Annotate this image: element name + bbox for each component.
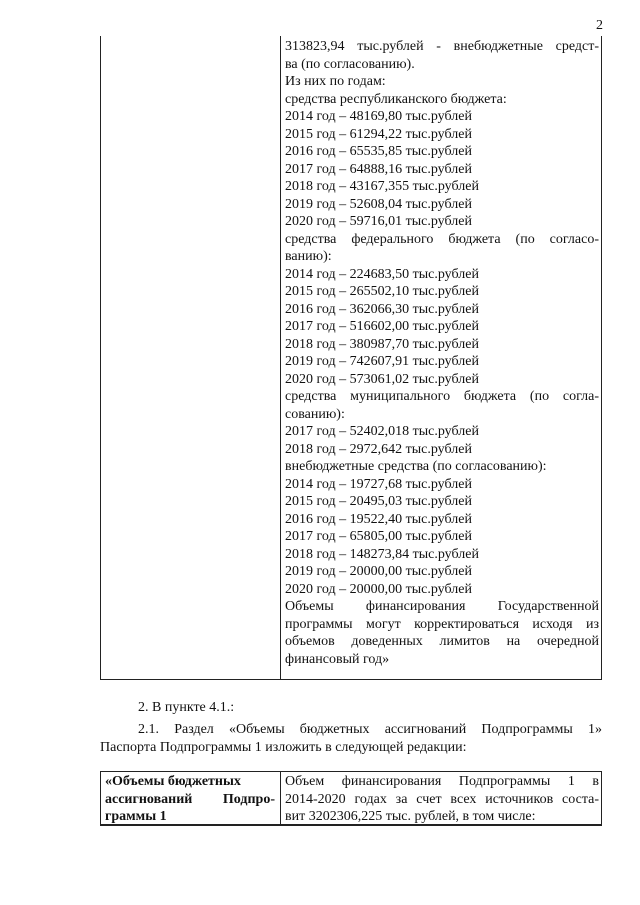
table-column-divider: [280, 36, 281, 679]
table-text-line: 2014 год – 19727,68 тыс.рублей: [285, 476, 472, 492]
page-number: 2: [596, 18, 603, 33]
header-text-line: ассигнований Подпро-: [105, 791, 275, 807]
header-text-line: граммы 1: [105, 809, 167, 824]
subprogram-budget-content-cell: [285, 773, 599, 826]
table-text-line: 2014-2020 годах за счет всех источников соста-: [285, 791, 599, 807]
table-text-line: 2020 год – 573061,02 тыс.рублей: [285, 371, 479, 387]
table-text-line: 2019 год – 742607,91 тыс.рублей: [285, 354, 479, 369]
table-text-line: внебюджетные средства (по согласованию):: [285, 459, 547, 474]
table-text-line: 2015 год – 265502,10 тыс.рублей: [285, 284, 479, 299]
section-item-2-1-line1: 2.1. Раздел «Объемы бюджетных ассигнований Подпрограммы 1»: [138, 722, 602, 737]
table-text-line: 2018 год – 2972,642 тыс.рублей: [285, 441, 472, 457]
table-text-line: средства федерального бюджета (по согласо-: [285, 231, 599, 247]
table-text-line: 2017 год – 52402,018 тыс.рублей: [285, 424, 479, 439]
section-item-2-1-line2: Паспорта Подпрограммы 1 изложить в следующей редакции:: [100, 740, 467, 755]
table-text-line: Из них по годам:: [285, 74, 386, 89]
table-text-line: 2017 год – 65805,00 тыс.рублей: [285, 529, 472, 544]
table-text-line: программы могут корректироваться исходя из: [285, 616, 599, 632]
table-text-line: средства республиканского бюджета:: [285, 91, 507, 107]
table-text-line: 2020 год – 20000,00 тыс.рублей: [285, 581, 472, 597]
section-item-2: 2. В пункте 4.1.:: [138, 700, 235, 715]
table-text-line: 2018 год – 43167,355 тыс.рублей: [285, 179, 479, 194]
table-text-line: 2017 год – 64888,16 тыс.рублей: [285, 161, 472, 177]
table-text-line: сованию):: [285, 406, 345, 422]
table-text-line: 2014 год – 48169,80 тыс.рублей: [285, 109, 472, 124]
table-text-line: средства муниципального бюджета (по согла-: [285, 389, 599, 404]
table-text-line: 2016 год – 19522,40 тыс.рублей: [285, 511, 472, 527]
table-text-line: Объемы финансирования Государственной: [285, 599, 599, 614]
table-text-line: 2017 год – 516602,00 тыс.рублей: [285, 319, 479, 334]
table-text-line: 2018 год – 148273,84 тыс.рублей: [285, 546, 479, 562]
table-text-line: 2019 год – 20000,00 тыс.рублей: [285, 564, 472, 579]
subprogram-budget-table: [100, 771, 602, 826]
header-text-line: «Объемы бюджетных: [105, 774, 241, 789]
table-text-line: 2016 год – 65535,85 тыс.рублей: [285, 144, 472, 159]
table-text-line: ва (по согласованию).: [285, 56, 415, 72]
table-text-line: финансовый год»: [285, 651, 390, 667]
financing-table-continued: [100, 36, 602, 680]
table-text-line: 2020 год – 59716,01 тыс.рублей: [285, 214, 472, 229]
table-text-line: 2015 год – 61294,22 тыс.рублей: [285, 126, 472, 142]
table-text-line: Объем финансирования Подпрограммы 1 в: [285, 774, 599, 789]
table-text-line: ванию):: [285, 249, 332, 264]
subprogram-budget-header-cell: [105, 773, 275, 826]
table-text-line: объемов доведенных лимитов на очередной: [285, 634, 599, 649]
table-text-line: 2016 год – 362066,30 тыс.рублей: [285, 301, 479, 317]
table-column-divider: [280, 772, 281, 824]
table-text-line: 2019 год – 52608,04 тыс.рублей: [285, 196, 472, 212]
table-text-line: 313823,94 тыс.рублей - внебюджетные средст-: [285, 39, 599, 54]
financing-table-right-cell: [285, 38, 599, 668]
table-text-line: 2015 год – 20495,03 тыс.рублей: [285, 494, 472, 509]
table-text-line: 2014 год – 224683,50 тыс.рублей: [285, 266, 479, 282]
table-text-line: 2018 год – 380987,70 тыс.рублей: [285, 336, 479, 352]
table-text-line: вит 3202306,225 тыс. рублей, в том числе:: [285, 809, 536, 824]
